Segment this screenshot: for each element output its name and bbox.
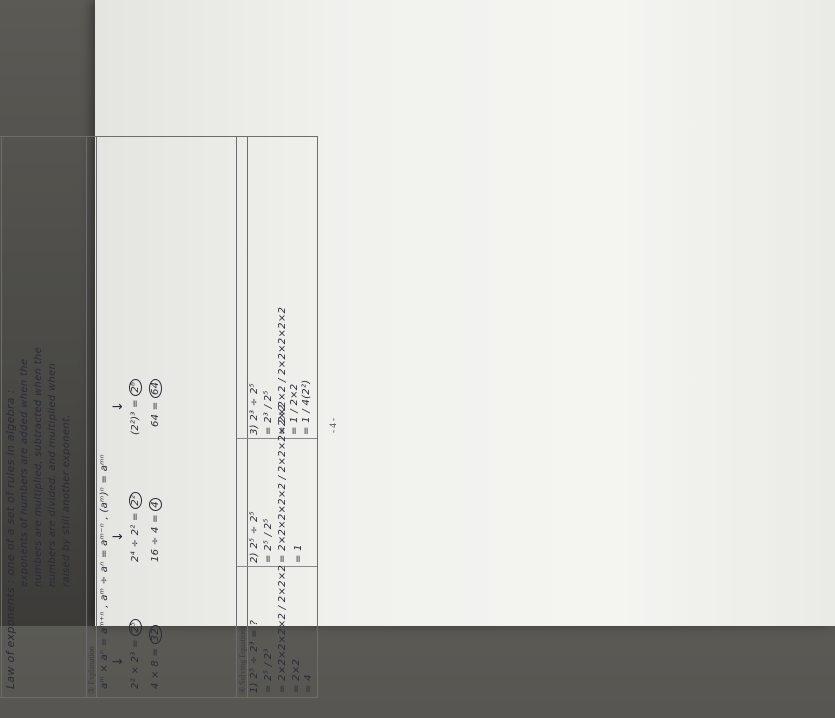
problem-1-step: = 2×2×2×2×2 / 2×2×2	[277, 564, 288, 693]
example-2-line-1: 2⁴ ÷ 2² = 2²	[129, 492, 142, 562]
problem-1-step: = 2⁵ / 2³	[263, 648, 274, 693]
problem-3-step: = 1 / 2×2	[289, 383, 300, 435]
down-arrow-icon: ↓	[111, 531, 126, 542]
example-3-line-1: (2²)³ = 2⁶	[129, 379, 142, 435]
answer-circle: 2⁶	[129, 379, 142, 396]
example-1-line-2: 4 × 8 = 32	[149, 625, 162, 689]
exponent-rules: aᵐ × aⁿ = aᵐ⁺ⁿ , aᵐ ÷ aⁿ = aᵐ⁻ⁿ , (aᵐ)ⁿ = aᵐⁿ	[99, 454, 110, 689]
problem-3-answer: = 1 / 4(2²)	[301, 379, 312, 435]
problem-3-step: = 2³ / 2⁵	[263, 390, 274, 435]
problem-2-step: = 2⁵ / 2⁵	[263, 518, 274, 563]
solving-frame	[236, 136, 318, 698]
formula-line-5: raised by still another exponent.	[61, 414, 72, 587]
answer-circle: 2⁵	[129, 619, 142, 636]
problem-1-step: = 2×2	[291, 658, 302, 693]
paper-sheet	[4, 0, 835, 694]
solving-header: ④ Solving Equations	[238, 625, 247, 694]
example-3-line-2: 64 = 64	[149, 379, 162, 427]
example-1-line-1: 2² × 2³ = 2⁵	[129, 619, 142, 689]
problem-2-question: 2) 2⁵ ÷ 2⁵	[249, 511, 260, 563]
formula-line-1: Law of exponents : one of a set of rules in algebra :	[4, 389, 17, 689]
problem-2-step: = 2×2×2×2×2 / 2×2×2×2×2	[277, 404, 288, 563]
divider	[1, 137, 2, 697]
content-frame	[0, 136, 237, 698]
page-number: - 4 -	[328, 418, 338, 433]
problem-2-answer: = 1	[293, 544, 304, 563]
divider	[86, 137, 87, 697]
explanation-header: ③ Explanation	[87, 646, 96, 694]
answer-circle: 32	[149, 625, 162, 644]
rotated-page	[0, 118, 350, 718]
down-arrow-icon: ↓	[111, 656, 126, 667]
answer-circle: 4	[149, 498, 162, 511]
example-2-line-2: 16 ÷ 4 = 4	[149, 498, 162, 562]
formula-line-3: numbers are multiplied, subtracted when the	[33, 347, 44, 587]
formula-line-4: numbers are divided, and multiplied when	[47, 362, 58, 587]
problem-1-question: 1) 2⁵ ÷ 2³ = ?	[249, 619, 260, 693]
problem-1-answer: = 4	[303, 674, 314, 693]
problem-3-question: 3) 2³ ÷ 2⁵	[249, 383, 260, 435]
divider	[247, 137, 248, 697]
problem-3-step: = 2×2×2 / 2×2×2×2×2	[277, 306, 288, 435]
answer-circle: 2²	[129, 492, 142, 509]
formula-line-2: exponents of numbers are added when the	[19, 358, 30, 587]
answer-circle: 64	[149, 379, 162, 398]
down-arrow-icon: ↓	[111, 401, 126, 412]
divider	[96, 137, 97, 697]
